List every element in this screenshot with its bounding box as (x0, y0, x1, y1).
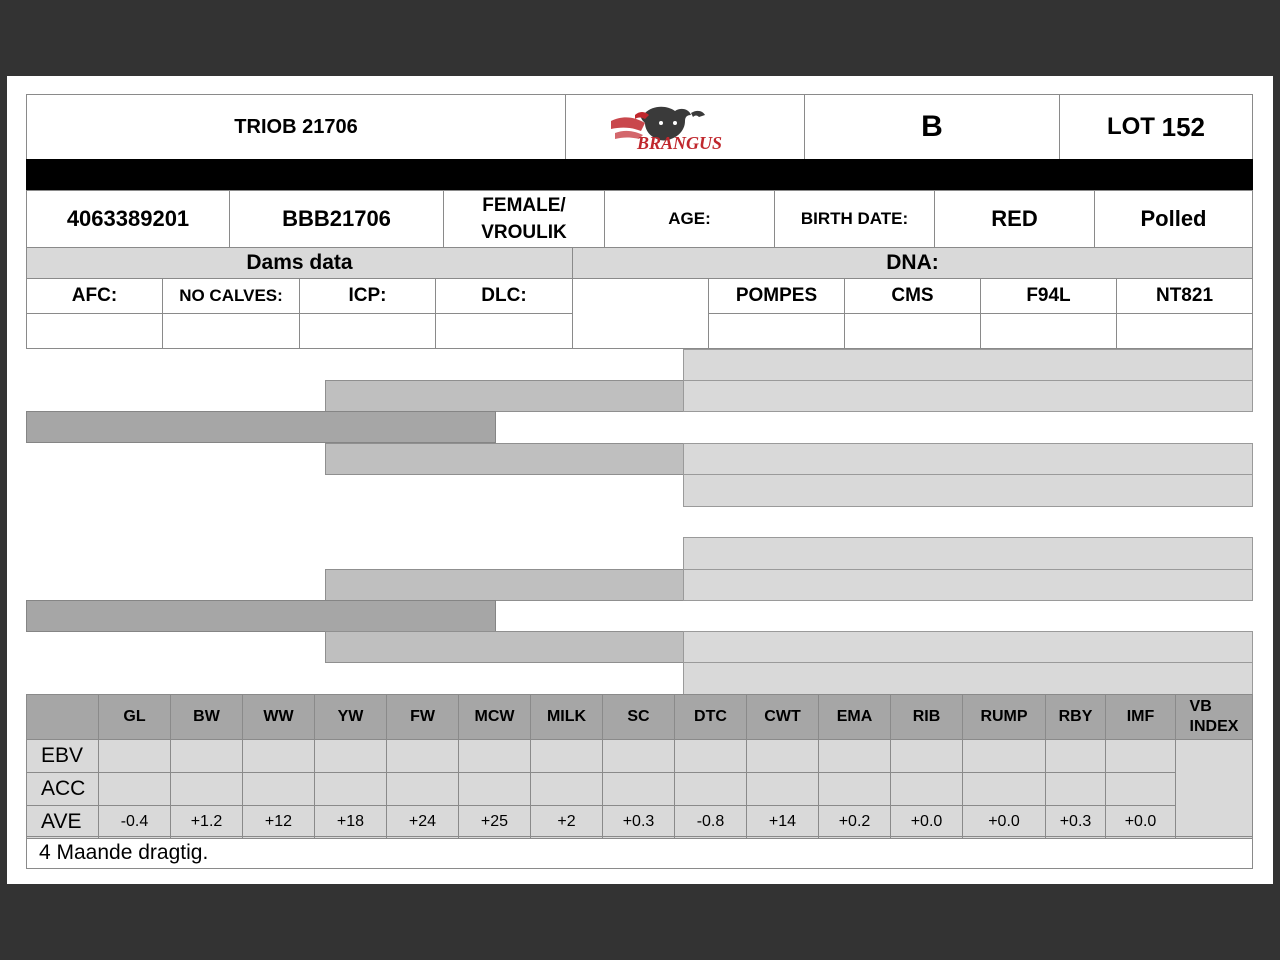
icp-label: ICP: (299, 278, 436, 314)
tag-number: BBB21706 (229, 190, 444, 248)
horn-status: Polled (1094, 190, 1253, 248)
acc-value-cell (98, 772, 171, 806)
ave-value-cell: +14 (746, 805, 819, 839)
cms-value (844, 313, 981, 349)
icp-value (299, 313, 436, 349)
nt821-label: NT821 (1116, 278, 1253, 314)
pedigree-sire-d (325, 443, 684, 475)
ave-value-cell: +2 (530, 805, 603, 839)
ave-value-cell: +0.0 (1105, 805, 1176, 839)
ebv-col-header: YW (314, 694, 387, 740)
ave-value-cell: +12 (242, 805, 315, 839)
black-divider (26, 159, 1253, 191)
dlc-label: DLC: (435, 278, 573, 314)
acc-value-cell (170, 772, 243, 806)
acc-value-cell (314, 772, 387, 806)
ebv-value-cell (1045, 739, 1106, 773)
pompes-label: POMPES (708, 278, 845, 314)
ebv-row-label: ACC (26, 772, 99, 806)
ave-value-cell: +0.2 (818, 805, 891, 839)
ebv-col-header: WW (242, 694, 315, 740)
ave-value-cell: +24 (386, 805, 459, 839)
animal-name: TRIOB 21706 (26, 94, 566, 160)
acc-value-cell (962, 772, 1046, 806)
ebv-corner-cell (26, 694, 99, 740)
ebv-value-cell (530, 739, 603, 773)
id-number: 4063389201 (26, 190, 230, 248)
ebv-value-cell (98, 739, 171, 773)
ebv-col-header: DTC (674, 694, 747, 740)
ebv-value-cell (962, 739, 1046, 773)
dna-blank-cell (572, 278, 709, 349)
ebv-col-header: RUMP (962, 694, 1046, 740)
ave-value-cell: +0.0 (890, 805, 963, 839)
lot-card (7, 76, 1273, 884)
note-text: 4 Maande dragtig. (26, 836, 1253, 869)
ebv-value-cell (818, 739, 891, 773)
bull-head-icon (605, 101, 765, 153)
f94l-value (980, 313, 1117, 349)
ebv-row-label: EBV (26, 739, 99, 773)
ebv-value-cell (674, 739, 747, 773)
ave-value-cell: +0.3 (602, 805, 675, 839)
ebv-value-cell (386, 739, 459, 773)
ebv-value-cell (746, 739, 819, 773)
brangus-logo (565, 94, 805, 160)
no-calves-label: NO CALVES: (162, 278, 300, 314)
ebv-col-header: CWT (746, 694, 819, 740)
ebv-value-cell (242, 739, 315, 773)
lot-value: 152 (1161, 111, 1206, 142)
acc-value-cell (1045, 772, 1106, 806)
f94l-label: F94L (980, 278, 1117, 314)
ebv-value-cell (1105, 739, 1176, 773)
age-label: AGE: (604, 190, 775, 248)
ave-value-cell: -0.4 (98, 805, 171, 839)
ebv-value-cell (170, 739, 243, 773)
ebv-col-header: EMA (818, 694, 891, 740)
ave-value-cell: +0.3 (1045, 805, 1106, 839)
acc-value-cell (890, 772, 963, 806)
pedigree-sire-ds (683, 443, 1253, 475)
ebv-col-header: MCW (458, 694, 531, 740)
afc-value (26, 313, 163, 349)
acc-value-cell (818, 772, 891, 806)
acc-value-cell (1105, 772, 1176, 806)
ebv-col-header: IMF (1105, 694, 1176, 740)
no-calves-value (162, 313, 300, 349)
ebv-col-header: GL (98, 694, 171, 740)
ebv-value-cell (314, 739, 387, 773)
acc-value-cell (458, 772, 531, 806)
ebv-col-header: RIB (890, 694, 963, 740)
lot-label: LOT (1106, 113, 1155, 140)
pedigree-dam-ss (683, 537, 1253, 570)
pedigree-dam-dd (683, 662, 1253, 695)
pedigree-sire-sd (683, 380, 1253, 412)
ebv-col-header: MILK (530, 694, 603, 740)
acc-value-cell (602, 772, 675, 806)
dlc-value (435, 313, 573, 349)
acc-value-cell (242, 772, 315, 806)
ave-value-cell: +0.0 (962, 805, 1046, 839)
ave-value-cell: +18 (314, 805, 387, 839)
ebv-col-header: SC (602, 694, 675, 740)
acc-value-cell (386, 772, 459, 806)
ebv-col-header: FW (386, 694, 459, 740)
pedigree-dam-sd (683, 569, 1253, 601)
pedigree-sire (26, 411, 496, 443)
colour-value: RED (934, 190, 1095, 248)
acc-value-cell (674, 772, 747, 806)
pedigree-dam-ds (683, 631, 1253, 663)
ebv-value-cell (458, 739, 531, 773)
birth-date-label: BIRTH DATE: (774, 190, 935, 248)
ebv-col-header: RBY (1045, 694, 1106, 740)
grade-badge: B (804, 94, 1060, 160)
pedigree-sire-dd (683, 474, 1253, 507)
afc-label: AFC: (26, 278, 163, 314)
ebv-row-label: AVE (26, 805, 99, 839)
dna-title: DNA: (572, 247, 1253, 279)
ave-value-cell: +1.2 (170, 805, 243, 839)
vb-index-header: VB INDEX (1175, 694, 1253, 740)
ebv-value-cell (602, 739, 675, 773)
pedigree-sire-ss (683, 349, 1253, 381)
pedigree-dam-s (325, 569, 684, 601)
ebv-col-header: BW (170, 694, 243, 740)
ebv-value-cell (890, 739, 963, 773)
pedigree-sire-s (325, 380, 684, 412)
vb-index-value (1175, 739, 1253, 839)
acc-value-cell (530, 772, 603, 806)
pompes-value (708, 313, 845, 349)
acc-value-cell (746, 772, 819, 806)
lot-number (1059, 94, 1253, 160)
sex-label: FEMALE/ VROULIK (443, 190, 605, 248)
ave-value-cell: -0.8 (674, 805, 747, 839)
logo-text: BRANGUS (637, 133, 723, 153)
pedigree-dam (26, 600, 496, 632)
cms-label: CMS (844, 278, 981, 314)
pedigree-dam-d (325, 631, 684, 663)
nt821-value (1116, 313, 1253, 349)
ave-value-cell: +25 (458, 805, 531, 839)
dams-data-title: Dams data (26, 247, 573, 279)
